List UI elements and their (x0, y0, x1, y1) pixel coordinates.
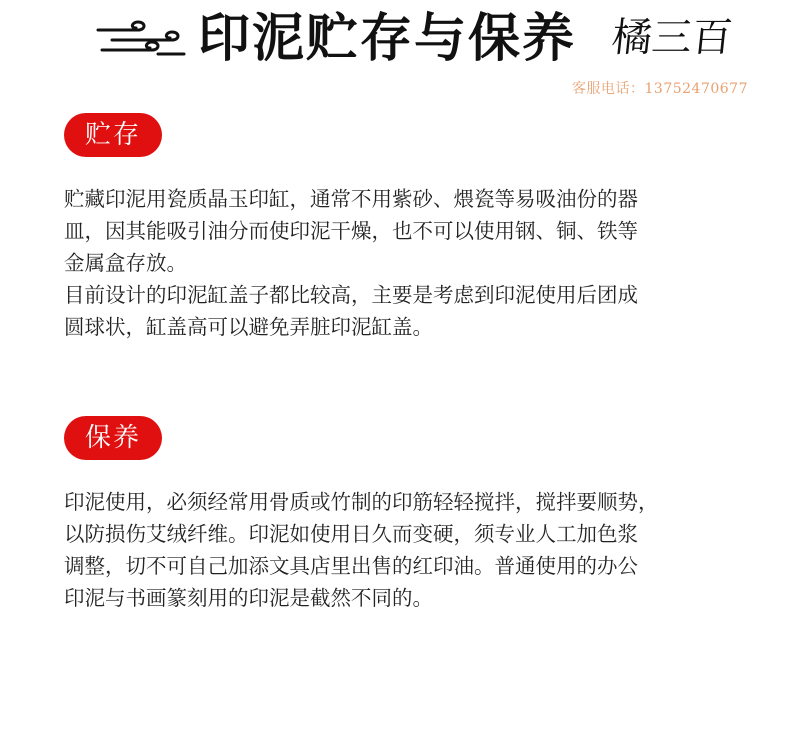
section-body-care (64, 486, 744, 614)
text-line: 皿，因其能吸引油分而使印泥干燥，也不可以使用钢、铜、铁等 (64, 219, 638, 243)
section-body-storage (64, 183, 744, 343)
brand-logo: 橘三百 (609, 15, 735, 61)
page-title: 印泥贮存与保养 (198, 8, 577, 69)
section-badge-care: 保养 (64, 416, 162, 460)
text-line: 调整，切不可自己加添文具店里出售的红印油。普通使用的办公 (64, 554, 638, 578)
paragraph (64, 279, 744, 343)
text-line: 印泥与书画篆刻用的印泥是截然不同的。 (64, 586, 433, 610)
text-line: 以防损伤艾绒纤维。印泥如使用日久而变硬，须专业人工加色浆 (64, 522, 638, 546)
text-line: 目前设计的印泥缸盖子都比较高，主要是考虑到印泥使用后团成 (64, 283, 638, 307)
customer-service-phone: 客服电话：13752470677 (572, 81, 748, 97)
paragraph (64, 183, 744, 279)
paragraph (64, 486, 744, 614)
text-line: 印泥使用，必须经常用骨质或竹制的印筋轻轻搅拌，搅拌要顺势， (64, 490, 659, 514)
section-badge-storage: 贮存 (64, 113, 162, 157)
text-line: 金属盒存放。 (64, 251, 187, 275)
text-line: 圆球状，缸盖高可以避免弄脏印泥缸盖。 (64, 315, 433, 339)
cloud-ornament-icon (92, 18, 188, 58)
page-header (0, 0, 800, 110)
text-line: 贮藏印泥用瓷质晶玉印缸，通常不用紫砂、煨瓷等易吸油份的器 (64, 187, 638, 211)
